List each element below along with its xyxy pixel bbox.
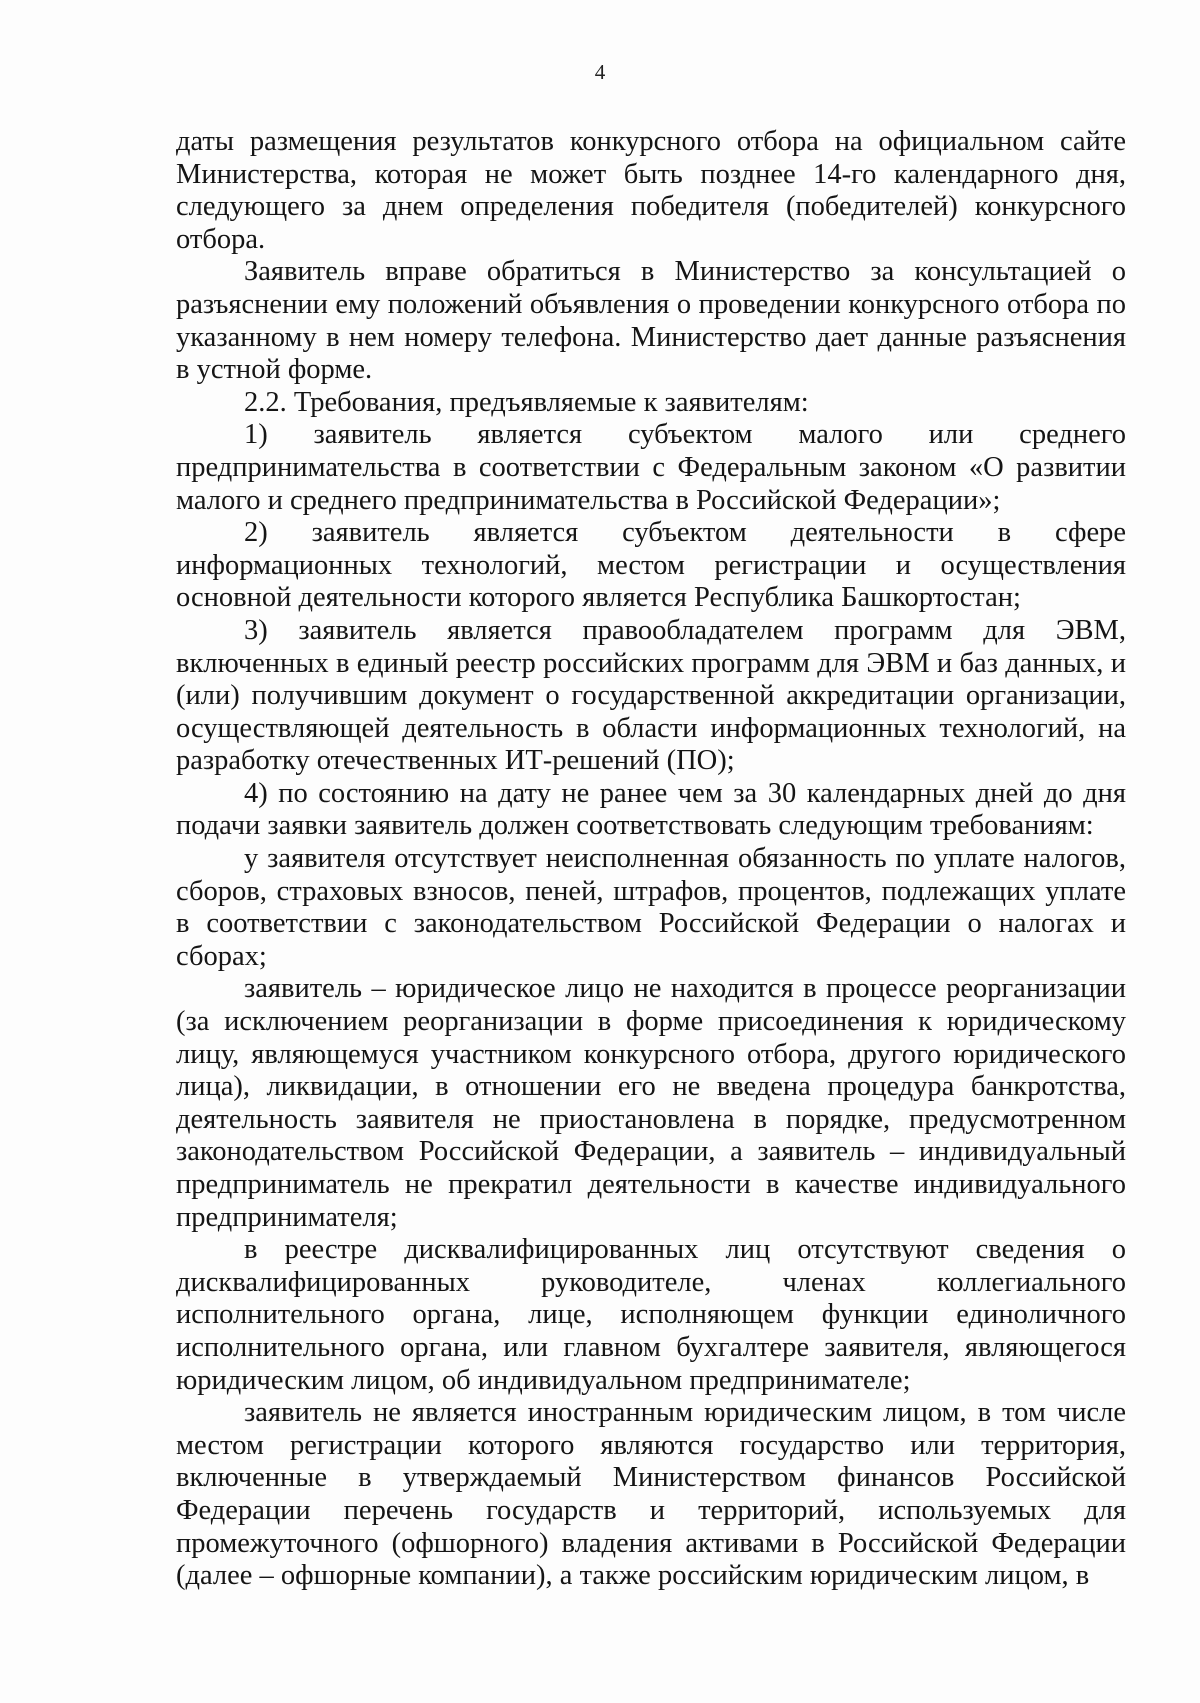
paragraph: заявитель – юридическое лицо не находится в процессе реорганизации (за исключением реорганизации в форме присоединения к юридическому лицу, являющемуся участником конкурсного отбора, другого юридического лица), ликвидации, в отношении его не введена процедура банкротства, деятельность заявителя не приостановлена в порядке, предусмотренном законодательством Российской Федерации, а заявитель – индивидуальный предприниматель не прекратил деятельности в качестве индивидуального предпринимателя; — [176, 973, 1126, 1233]
paragraph: 4) по состоянию на дату не ранее чем за 30 календарных дней до дня подачи заявки заявитель должен соответствовать следующим требованиям: — [176, 777, 1126, 842]
paragraph: 2.2. Требования, предъявляемые к заявителям: — [244, 386, 809, 418]
paragraph: заявитель не является иностранным юридическим лицом, в том числе местом регистрации которого являются государство или территория, включенные в утверждаемый Министерством финансов Российской Федерации перечень государств и территорий, используемых для промежуточного (офшорного) владения активами в Российской Федерации (далее – офшорные компании), а также российским юридическим лицом, в — [176, 1397, 1126, 1592]
paragraph: 1) заявитель является субъектом малого или среднего предпринимательства в соответствии с Федеральным законом «О развитии малого и среднего предпринимательства в Российской Федерации»; — [176, 419, 1126, 516]
paragraph: Заявитель вправе обратиться в Министерство за консультацией о разъяснении ему положений объявления о проведении конкурсного отбора по указанному в нем номеру телефона. Министерство дает данные разъяснения в устной форме. — [176, 256, 1126, 386]
paragraph: в реестре дисквалифицированных лиц отсутствуют сведения о дисквалифицированных руководителе, членах коллегиального исполнительного органа, лице, исполняющем функции единоличного исполнительного органа, или главном бухгалтере заявителя, являющегося юридическим лицом, об индивидуальном предпринимателе; — [176, 1234, 1126, 1396]
paragraph: 3) заявитель является правообладателем программ для ЭВМ, включенных в единый реестр российских программ для ЭВМ и баз данных, и (или) получившим документ о государственной аккредитации организации, осуществляющей деятельность в области информационных технологий, на разработку отечественных ИТ-решений (ПО); — [176, 614, 1126, 777]
paragraph: даты размещения результатов конкурсного отбора на официальном сайте Министерства, которая не может быть позднее 14-го календарного дня, следующего за днем определения победителя (победителей) конкурсного отбора. — [176, 126, 1126, 255]
paragraph: у заявителя отсутствует неисполненная обязанность по уплате налогов, сборов, страховых взносов, пеней, штрафов, процентов, подлежащих уплате в соответствии с законодательством Российской Федерации о налогах и сборах; — [176, 843, 1126, 972]
page-number: 4 — [594, 60, 606, 84]
document-body — [176, 126, 1126, 1593]
paragraph: 2) заявитель является субъектом деятельности в сфере информационных технологий, местом регистрации и осуществления основной деятельности которого является Республика Башкортостан; — [176, 517, 1126, 614]
